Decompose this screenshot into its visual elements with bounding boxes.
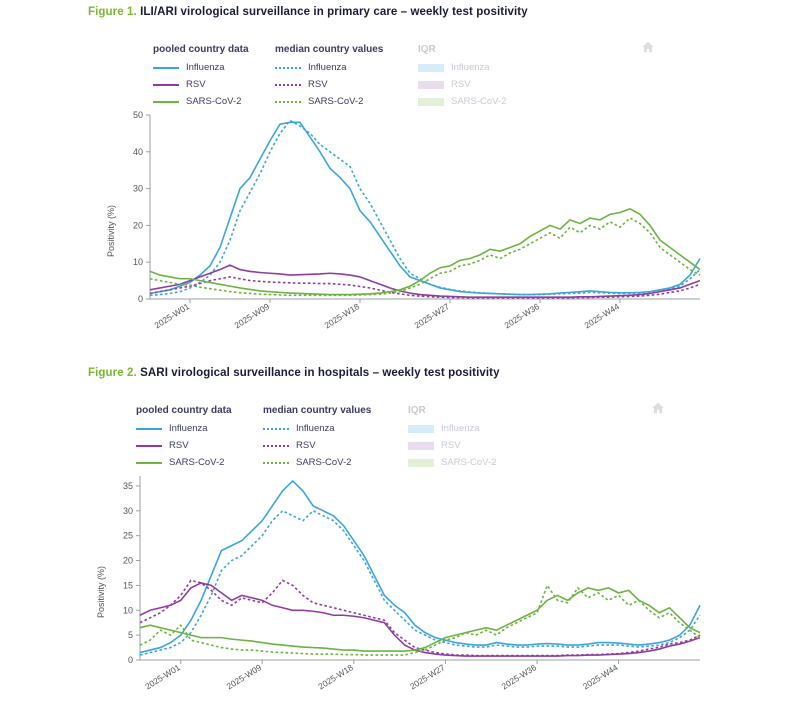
- legend-item-rsv-iqr[interactable]: [408, 439, 538, 452]
- line-swatch-icon: [153, 101, 179, 103]
- svg-text:30: 30: [122, 505, 133, 516]
- legend-label: Influenza: [296, 423, 335, 434]
- line-swatch-icon: [153, 67, 179, 69]
- legend-item-influenza-iqr[interactable]: [418, 61, 548, 74]
- band-swatch-icon: [418, 98, 444, 106]
- dotted-line-swatch-icon: [275, 101, 301, 103]
- line-swatch-icon: [136, 445, 162, 447]
- svg-text:40: 40: [132, 146, 143, 157]
- series-line: [140, 583, 700, 656]
- series-line: [140, 481, 700, 653]
- legend-label: RSV: [451, 79, 471, 90]
- legend-item-rsv-median[interactable]: [275, 78, 415, 91]
- svg-text:25: 25: [122, 530, 133, 541]
- dotted-line-swatch-icon: [275, 84, 301, 86]
- legend-head-iqr: IQR: [418, 44, 436, 55]
- svg-text:2025-W27: 2025-W27: [407, 662, 447, 692]
- figure-1-number: Figure 1.: [88, 6, 137, 18]
- legend-item-influenza-median[interactable]: [275, 61, 415, 74]
- legend-head-iqr: IQR: [408, 405, 426, 416]
- svg-text:2025-W01: 2025-W01: [152, 301, 192, 331]
- line-swatch-icon: [153, 84, 179, 86]
- legend-item-rsv-iqr[interactable]: [418, 78, 548, 91]
- svg-text:15: 15: [122, 580, 133, 591]
- figure-1-legend: [153, 44, 683, 114]
- legend-item-influenza-median[interactable]: [263, 422, 408, 435]
- legend-col-pooled: [153, 44, 273, 112]
- legend-item-sars-iqr[interactable]: [418, 95, 548, 108]
- figure-2-panel: [68, 388, 778, 708]
- legend-label: Influenza: [451, 62, 490, 73]
- series-line: [140, 585, 700, 655]
- legend-label: SARS-CoV-2: [451, 96, 507, 107]
- legend-head-pooled: pooled country data: [153, 44, 249, 55]
- home-icon[interactable]: [641, 40, 655, 54]
- svg-text:10: 10: [132, 257, 143, 268]
- legend-label: RSV: [169, 440, 189, 451]
- legend-item-sars-iqr[interactable]: [408, 456, 538, 469]
- series-line: [140, 511, 700, 655]
- legend-head-median: median country values: [275, 44, 384, 55]
- dotted-line-swatch-icon: [275, 67, 301, 69]
- svg-text:50: 50: [132, 110, 143, 120]
- legend-item-rsv-pooled[interactable]: [153, 78, 273, 91]
- legend-item-sars-pooled[interactable]: [136, 456, 261, 469]
- legend-item-sars-median[interactable]: [275, 95, 415, 108]
- band-swatch-icon: [408, 459, 434, 467]
- svg-text:2025-W36: 2025-W36: [502, 301, 542, 331]
- legend-col-iqr: [418, 44, 548, 112]
- svg-text:10: 10: [122, 605, 133, 616]
- legend-col-median: [263, 405, 408, 473]
- svg-text:0: 0: [127, 655, 133, 665]
- dotted-line-swatch-icon: [263, 462, 289, 464]
- legend-head-pooled: pooled country data: [136, 405, 232, 416]
- figure-1-caption: ILI/ARI virological surveillance in primary care – weekly test positivity: [140, 6, 528, 18]
- svg-text:2025-W01: 2025-W01: [143, 662, 182, 692]
- legend-label: Influenza: [308, 62, 347, 73]
- line-swatch-icon: [136, 462, 162, 464]
- series-line: [150, 218, 700, 295]
- dotted-line-swatch-icon: [263, 445, 289, 447]
- legend-label: SARS-CoV-2: [308, 96, 364, 107]
- figure-2-number: Figure 2.: [88, 367, 137, 379]
- legend-col-median: [275, 44, 415, 112]
- legend-item-sars-pooled[interactable]: [153, 95, 273, 108]
- svg-text:2025-W44: 2025-W44: [582, 301, 622, 331]
- legend-label: RSV: [186, 79, 206, 90]
- svg-text:2025-W27: 2025-W27: [412, 301, 452, 331]
- legend-label: RSV: [308, 79, 328, 90]
- legend-label: SARS-CoV-2: [186, 96, 242, 107]
- svg-text:20: 20: [132, 220, 143, 231]
- svg-text:2025-W18: 2025-W18: [316, 662, 355, 692]
- svg-text:20: 20: [122, 555, 133, 566]
- legend-item-influenza-pooled[interactable]: [136, 422, 261, 435]
- home-icon[interactable]: [651, 401, 665, 415]
- svg-text:30: 30: [132, 183, 143, 194]
- legend-label: SARS-CoV-2: [441, 457, 497, 468]
- legend-item-influenza-pooled[interactable]: [153, 61, 273, 74]
- dotted-line-swatch-icon: [263, 428, 289, 430]
- band-swatch-icon: [408, 425, 434, 433]
- legend-label: Influenza: [186, 62, 225, 73]
- legend-head-median: median country values: [263, 405, 372, 416]
- svg-text:2025-W09: 2025-W09: [224, 662, 264, 692]
- legend-label: Influenza: [441, 423, 480, 434]
- legend-item-rsv-median[interactable]: [263, 439, 408, 452]
- legend-item-rsv-pooled[interactable]: [136, 439, 261, 452]
- line-swatch-icon: [136, 428, 162, 430]
- svg-text:0: 0: [137, 294, 143, 304]
- legend-label: SARS-CoV-2: [169, 457, 225, 468]
- figure-2-y-axis-label: Positivity (%): [96, 565, 106, 618]
- figure-2-title: [88, 367, 500, 379]
- series-line: [150, 122, 700, 294]
- svg-text:2025-W36: 2025-W36: [499, 662, 539, 692]
- legend-item-influenza-iqr[interactable]: [408, 422, 538, 435]
- band-swatch-icon: [418, 81, 444, 89]
- svg-text:2025-W44: 2025-W44: [581, 662, 620, 692]
- legend-col-iqr: [408, 405, 538, 473]
- figure-1-y-axis-label: Positivity (%): [106, 204, 116, 257]
- svg-text:5: 5: [127, 630, 133, 641]
- band-swatch-icon: [408, 442, 434, 450]
- legend-label: RSV: [296, 440, 316, 451]
- legend-label: Influenza: [169, 423, 208, 434]
- figure-1-panel: [88, 27, 778, 347]
- legend-col-pooled: [136, 405, 261, 473]
- legend-label: SARS-CoV-2: [296, 457, 352, 468]
- svg-text:35: 35: [122, 480, 133, 491]
- legend-label: RSV: [441, 440, 461, 451]
- band-swatch-icon: [418, 64, 444, 72]
- svg-text:2025-W18: 2025-W18: [322, 301, 362, 331]
- legend-item-sars-median[interactable]: [263, 456, 408, 469]
- figure-2-legend: [136, 405, 676, 475]
- series-line: [150, 121, 700, 296]
- figure-1-title: [88, 6, 528, 18]
- figure-2-caption: SARI virological surveillance in hospitals – weekly test positivity: [140, 367, 500, 379]
- svg-text:2025-W09: 2025-W09: [232, 301, 272, 331]
